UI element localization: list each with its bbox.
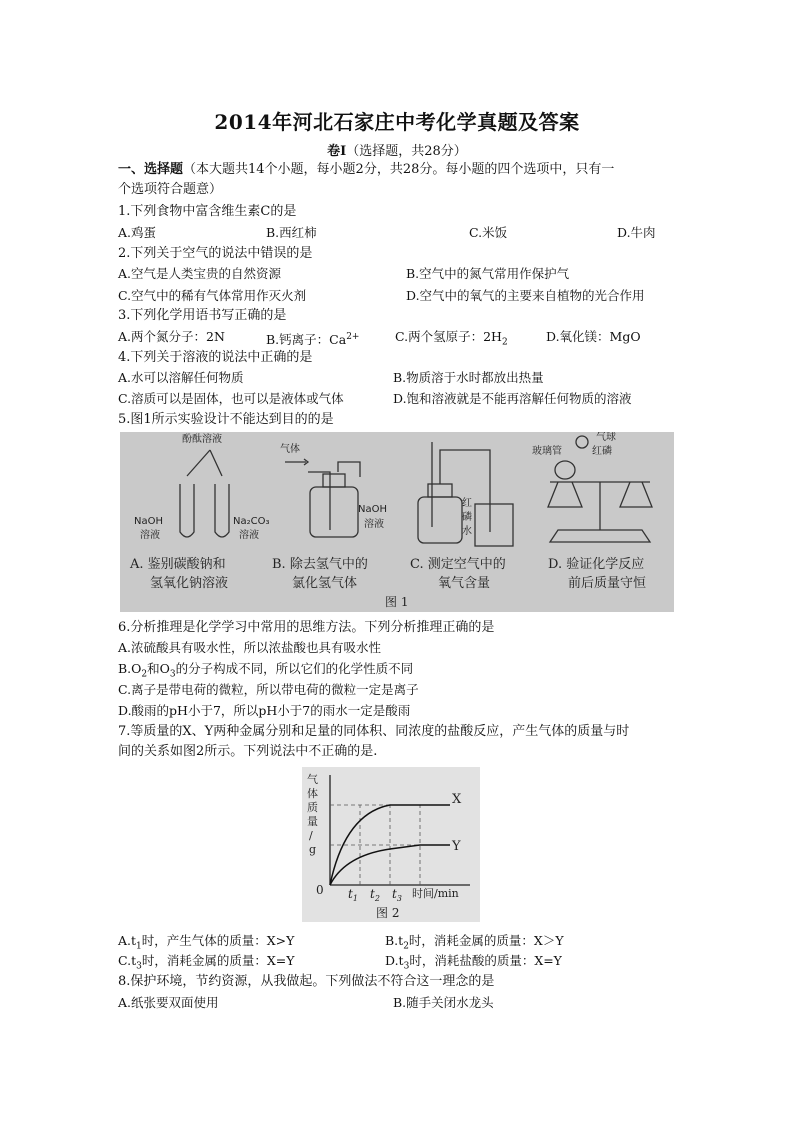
y-axis-label-char: 质 bbox=[307, 801, 318, 814]
q8-option-b: B.随手关闭水龙头 bbox=[393, 995, 494, 1010]
q3-option-b bbox=[266, 329, 359, 348]
q8-stem: 8.保护环境，节约资源，从我做起。下列做法不符合这一理念的是 bbox=[118, 974, 495, 989]
balance-base bbox=[550, 530, 650, 542]
section-heading bbox=[118, 162, 614, 178]
label-naoh-b: NaOH bbox=[358, 504, 387, 515]
flask bbox=[555, 461, 575, 479]
tick-t3: $t_3$ bbox=[392, 887, 402, 903]
caption-c-2: 氧气含量 bbox=[438, 576, 491, 591]
q1-option-b: B.西红柿 bbox=[266, 225, 317, 240]
q2-stem: 2.下列关于空气的说法中错误的是 bbox=[118, 246, 313, 261]
label-balloon: 气球 bbox=[596, 432, 616, 443]
q6-option-d: D.酸雨的pH小于7，所以pH小于7的雨水一定是酸雨 bbox=[118, 703, 411, 718]
tick-t2: $t_2$ bbox=[370, 887, 380, 903]
beaker bbox=[475, 504, 513, 546]
q3-option-c-text: C.两个氢原子：2H bbox=[395, 329, 502, 344]
q6-stem: 6.分析推理是化学学习中常用的思维方法。下列分析推理正确的是 bbox=[118, 620, 495, 635]
q5-stem: 5.图1所示实验设计不能达到目的的是 bbox=[118, 412, 334, 427]
figure-2-chart bbox=[302, 767, 480, 922]
q3-option-b-text: B.钙离子：Ca bbox=[266, 332, 347, 348]
q1-option-c: C.米饭 bbox=[469, 225, 508, 240]
q7-option-d: $D.t_3$时，消耗盐酸的质量：X=Y bbox=[385, 953, 562, 972]
y-axis-label-char: 量 bbox=[307, 815, 318, 828]
q6-b-part3: 的分子构成不同，所以它们的化学性质不同 bbox=[175, 661, 414, 676]
gas-jar bbox=[418, 497, 462, 543]
figure-2-svg bbox=[302, 767, 480, 922]
y-axis-label-char: g bbox=[309, 843, 317, 856]
figure-1-drawing bbox=[120, 432, 674, 612]
q6-option-c: C.离子是带电荷的微粒，所以带电荷的微粒一定是离子 bbox=[118, 682, 419, 697]
caption-d-2: 前后质量守恒 bbox=[568, 576, 647, 591]
label-glass-tube: 玻璃管 bbox=[532, 446, 562, 457]
caption-d-1: D. 验证化学反应 bbox=[548, 557, 645, 572]
q2-option-d: D.空气中的氧气的主要来自植物的光合作用 bbox=[406, 288, 645, 303]
dropper-arrows bbox=[187, 450, 222, 476]
label-soln-b: 溶液 bbox=[364, 519, 384, 530]
q1-option-a: A.鸡蛋 bbox=[118, 225, 157, 240]
tick-t1: $t_1$ bbox=[348, 887, 358, 903]
q2-option-a: A.空气是人类宝贵的自然资源 bbox=[118, 266, 282, 281]
q4-option-b: B.物质溶于水时都放出热量 bbox=[393, 370, 544, 385]
wash-bottle bbox=[310, 487, 358, 537]
q4-option-c: C.溶质可以是固体，也可以是液体或气体 bbox=[118, 391, 344, 406]
label-na2co3: Na₂CO₃ bbox=[233, 516, 270, 527]
series-x-label: X bbox=[452, 792, 462, 807]
q7-stem-1: 7.等质量的X、Y两种金属分别和足量的同体积、同浓度的盐酸反应，产生气体的质量与时 bbox=[118, 724, 630, 739]
test-tube-right bbox=[215, 484, 229, 537]
series-y-label: Y bbox=[452, 839, 461, 854]
q6-b-part2: 和O bbox=[147, 661, 170, 676]
q3-option-c bbox=[395, 329, 508, 351]
q1-option-d: D.牛肉 bbox=[617, 225, 656, 240]
label-gas: 气体 bbox=[280, 444, 300, 455]
q2-option-b: B.空气中的氮气常用作保护气 bbox=[406, 266, 570, 281]
q7-option-b: $B.t_2$时，消耗金属的质量：X＞Y bbox=[385, 933, 564, 952]
q7-option-c: $C.t_3$时，消耗金属的质量：X=Y bbox=[118, 953, 295, 972]
gas-arrow bbox=[285, 459, 308, 465]
label-water: 水 bbox=[462, 526, 472, 537]
label-phos: 磷 bbox=[462, 512, 472, 523]
y-axis-label-char: 体 bbox=[307, 787, 318, 800]
caption-b-2: 氯化氢气体 bbox=[292, 576, 358, 591]
figure-2-label: 图 2 bbox=[376, 906, 400, 920]
section-description: （本大题共14个小题，每小题2分，共28分。每小题的四个选项中，只有一 bbox=[183, 162, 615, 177]
label-red: 红 bbox=[462, 498, 472, 509]
label-soln-a: 溶液 bbox=[140, 530, 160, 541]
x-axis-label: 时间/min bbox=[412, 887, 459, 900]
figure-1-label: 图 1 bbox=[385, 595, 409, 609]
q3-stem: 3.下列化学用语书写正确的是 bbox=[118, 308, 287, 323]
origin-label: 0 bbox=[316, 883, 324, 897]
caption-a-2: 氢氧化钠溶液 bbox=[150, 576, 229, 591]
q7-stem-2: 间的关系如图2所示。下列说法中不正确的是. bbox=[118, 744, 378, 759]
page-title: 2014年河北石家庄中考化学真题及答案 bbox=[214, 110, 580, 134]
q3-option-d: D.氧化镁：MgO bbox=[546, 329, 641, 344]
q4-stem: 4.下列关于溶液的说法中正确的是 bbox=[118, 350, 313, 365]
section-description-cont: 个选项符合题意） bbox=[118, 182, 223, 197]
caption-b-1: B. 除去氢气中的 bbox=[272, 557, 368, 572]
subtitle-detail: （选择题，共28分） bbox=[346, 144, 467, 159]
q8-option-a: A.纸张要双面使用 bbox=[118, 995, 219, 1010]
label-red-phosphorus: 红磷 bbox=[592, 446, 612, 457]
test-tube-left bbox=[180, 484, 194, 537]
q6-option-b: $B.O_2$和$O_3$的分子构成不同，所以它们的化学性质不同 bbox=[118, 661, 414, 680]
balloon-icon bbox=[576, 436, 588, 448]
gas-tubes bbox=[308, 462, 360, 530]
label-soln-a2: 溶液 bbox=[239, 530, 259, 541]
y-axis-label-char: 气 bbox=[307, 773, 318, 786]
q6-option-a: A.浓硫酸具有吸水性，所以浓盐酸也具有吸水性 bbox=[118, 640, 382, 655]
paper-subtitle bbox=[0, 140, 794, 159]
q4-option-d: D.饱和溶液就是不能再溶解任何物质的溶液 bbox=[393, 391, 632, 406]
figure-1-experiments bbox=[120, 432, 674, 612]
label-phenolphthalein: 酚酞溶液 bbox=[182, 434, 222, 445]
q7-option-a: $A.t_1$时，产生气体的质量：X>Y bbox=[118, 933, 295, 952]
q6-b-part1: B.O bbox=[118, 661, 142, 676]
balance-beam bbox=[550, 482, 650, 530]
q3-option-a: A.两个氮分子：2N bbox=[118, 329, 225, 344]
subtitle-volume: 卷Ⅰ bbox=[327, 144, 347, 159]
q1-stem: 1.下列食物中富含维生素C的是 bbox=[118, 204, 297, 219]
caption-c-1: C. 测定空气中的 bbox=[410, 557, 506, 572]
y-axis-label-char: / bbox=[309, 829, 313, 842]
label-naoh-a: NaOH bbox=[134, 516, 163, 527]
q3-option-b-charge: 2+ bbox=[346, 332, 360, 342]
series-y-line bbox=[330, 845, 450, 885]
caption-a-1: A. 鉴别碳酸钠和 bbox=[130, 557, 226, 572]
q3-option-c-subscript: 2 bbox=[501, 337, 508, 348]
section-title: 一、选择题 bbox=[118, 162, 184, 177]
q4-option-a: A.水可以溶解任何物质 bbox=[118, 370, 244, 385]
wash-bottle-neck bbox=[323, 474, 345, 487]
q2-option-c: C.空气中的稀有气体常用作灭火剂 bbox=[118, 288, 307, 303]
jar-tubes bbox=[432, 442, 490, 532]
